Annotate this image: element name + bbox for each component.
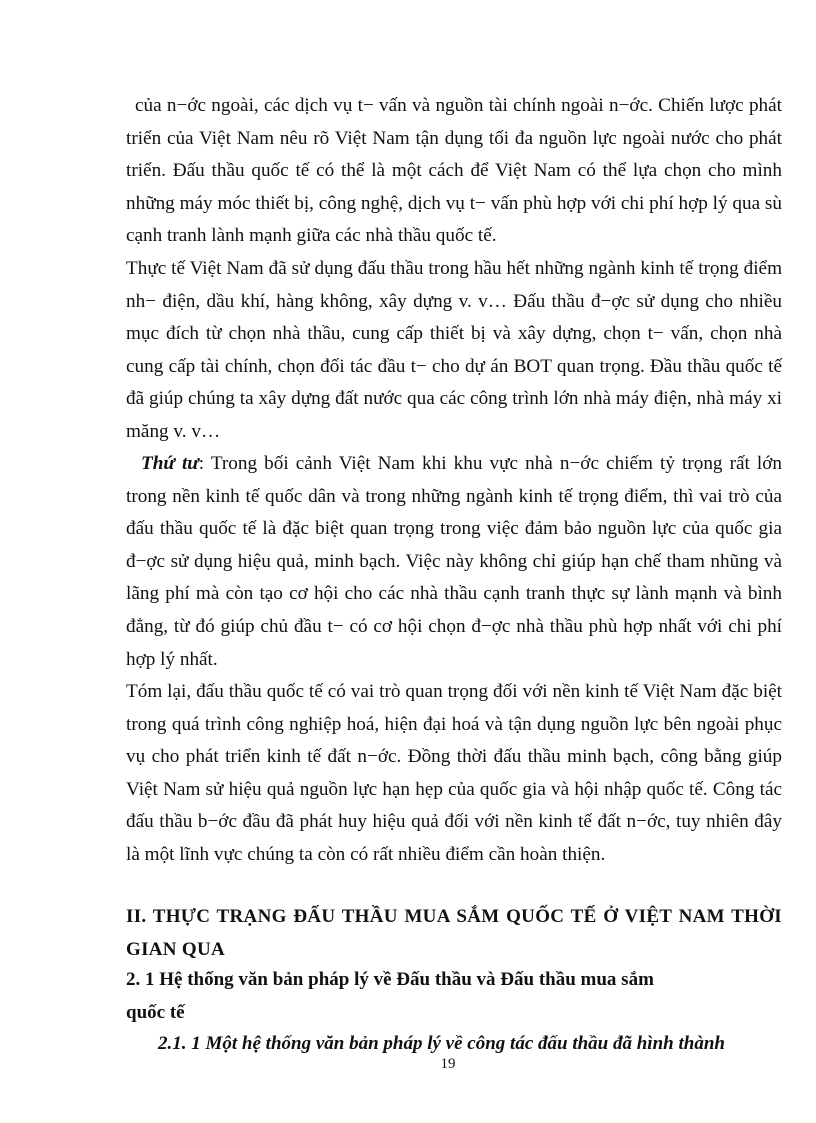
paragraph-fourth-point-body: : Trong bối cảnh Việt Nam khi khu vực nhà n−ớc chiếm tỷ trọng rất lớn trong nền kinh tế quốc dân và trong những ngành kinh tế trọng điểm, thì vai trò của đấu thầu quốc tế là đặc biệt quan trọng trong việc đảm bảo nguồn lực của quốc gia đ−ợc sử dụng hiệu quả, minh bạch. Việc này không chỉ giúp hạn chế tham nhũng và lãng phí mà còn tạo cơ hội cho các nhà thầu cạnh tranh thực sự lành mạnh và bình đẳng, từ đó giúp chủ đầu t− có cơ hội chọn đ−ợc nhà thầu phù hợp nhất với chi phí hợp lý nhất. bbox=[126, 453, 782, 670]
subsection-heading-2-1-line1: 2. 1 Hệ thống văn bản pháp lý về Đấu thầu và Đấu thầu mua sắm bbox=[126, 969, 654, 990]
subsection-heading-2-1-1: 2.1. 1 Một hệ thống văn bản pháp lý về công tác đấu thầu đã hình thành bbox=[158, 1033, 725, 1054]
paragraph-foreign-resources: của n−ớc ngoài, các dịch vụ t− vấn và nguồn tài chính ngoài n−ớc. Chiến lược phát triển của Việt Nam nêu rõ Việt Nam tận dụng tối đa nguồn lực ngoài nước cho phát triển. Đấu thầu quốc tế có thể là một cách để Việt Nam có thể lựa chọn cho mình những máy móc thiết bị, công nghệ, dịch vụ t− vấn phù hợp với chi phí hợp lý qua sù cạnh tranh lành mạnh giữa các nhà thầu quốc tế. bbox=[126, 95, 782, 247]
paragraph-bidding-practice: Thực tế Việt Nam đã sử dụng đấu thầu trong hầu hết những ngành kinh tế trọng điểm nh− điện, dầu khí, hàng không, xây dựng v. v… Đấu thầu đ−ợc sử dụng cho nhiều mục đích từ chọn nhà thầu, cung cấp thiết bị và xây dựng, chọn t− vấn, chọn nhà cung cấp tài chính, chọn đối tác đầu t− cho dự án BOT quan trọng. Đầu thầu quốc tế đã giúp chúng ta xây dựng đất nước qua các công trình lớn nhà máy điện, nhà máy xi măng v. v… bbox=[126, 258, 782, 442]
subsection-heading-2-1-line2: quốc tế bbox=[126, 1002, 185, 1023]
paragraph-lead-term: Thứ tư bbox=[141, 453, 199, 474]
paragraph-fourth-point bbox=[126, 448, 782, 676]
section-heading-ii: II. THỰC TRẠNG ĐẤU THẦU MUA SẮM QUỐC TẾ Ở VIỆT NAM THỜI GIAN QUA bbox=[126, 906, 782, 960]
page-number: 19 bbox=[440, 1056, 456, 1072]
paragraph-summary: Tóm lại, đấu thầu quốc tế có vai trò quan trọng đối với nền kinh tế Việt Nam đặc biệt trong quá trình công nghiệp hoá, hiện đại hoá và tận dụng nguồn lực bên ngoài phục vụ cho phát triển kinh tế đất n−ớc. Đồng thời đấu thầu minh bạch, công bằng giúp Việt Nam sử hiệu quả nguồn lực hạn hẹp của quốc gia và hội nhập quốc tế. Công tác đấu thầu b−ớc đầu đã phát huy hiệu quả đối với nền kinh tế đất n−ớc, tuy nhiên đây là một lĩnh vực chúng ta còn có rất nhiều điểm cần hoàn thiện. bbox=[126, 681, 782, 865]
subsection-heading-2-1 bbox=[126, 963, 782, 1029]
